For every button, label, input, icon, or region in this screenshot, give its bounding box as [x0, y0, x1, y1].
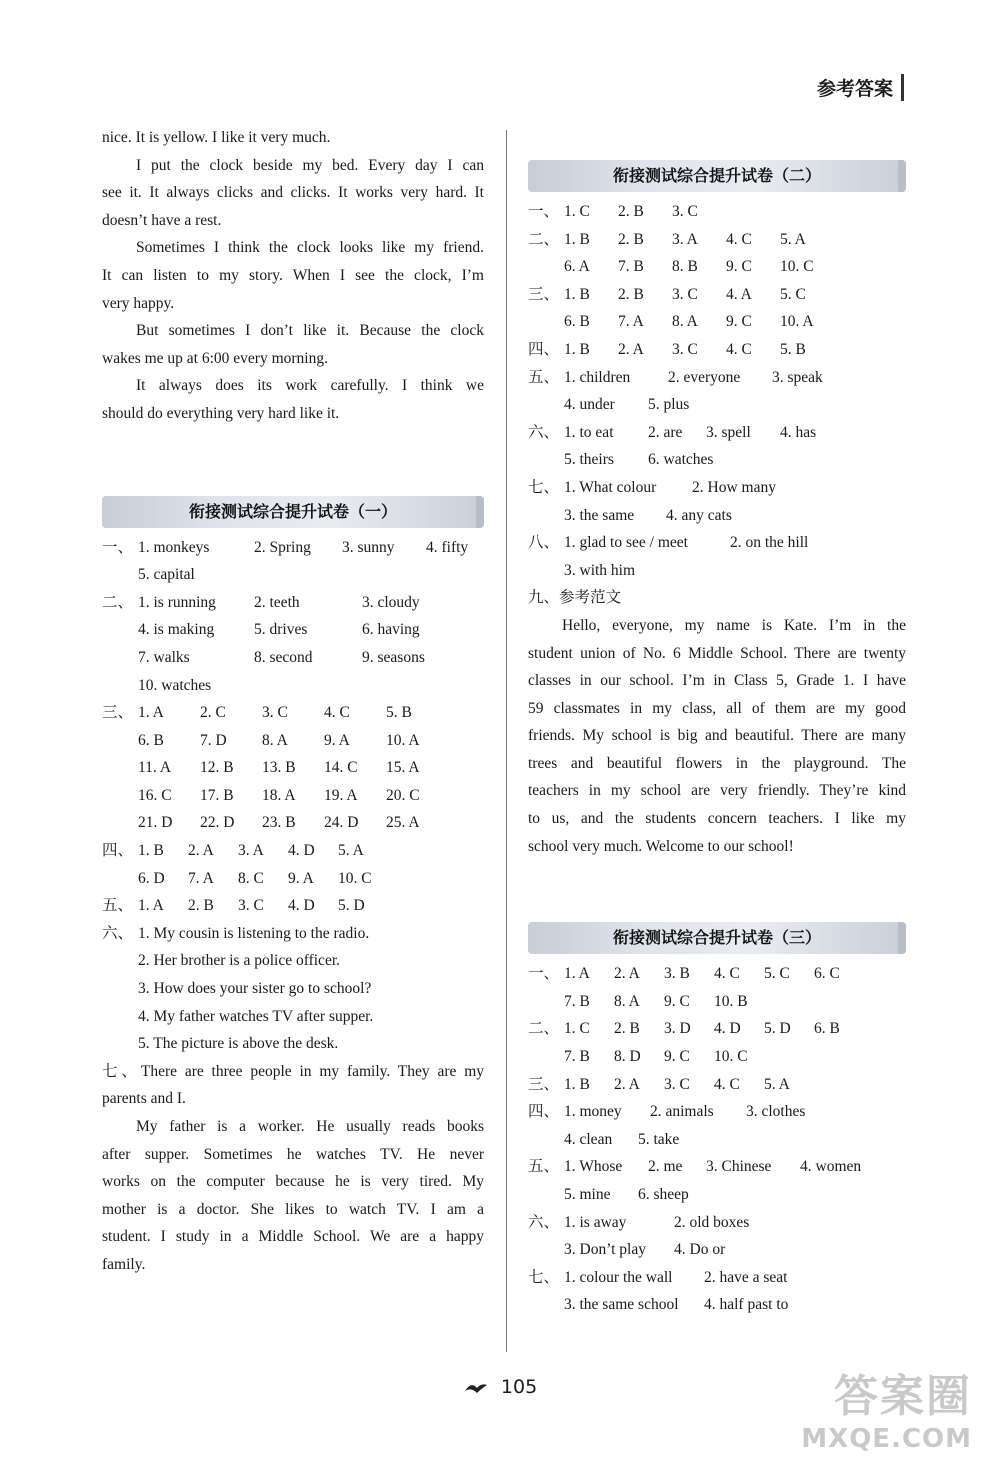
- answer-item: 19. A: [324, 786, 358, 804]
- answer-item: 14. C: [324, 759, 358, 777]
- answer-row: [528, 1209, 906, 1237]
- answer-row-label: [102, 1003, 138, 1031]
- answer-row: [102, 782, 484, 810]
- composition-line: student. I study in a Middle School. We are a happy: [102, 1228, 484, 1246]
- answer-item: 3. How does your sister go to school?: [138, 980, 372, 998]
- model-essay-line: Hello, everyone, my name is Kate. I’m in the: [562, 616, 906, 634]
- answer-item: 1. A: [138, 897, 164, 915]
- answer-item: 17. B: [200, 786, 234, 804]
- answer-row-label: 六、: [102, 924, 134, 942]
- answer-item: 3. C: [672, 203, 698, 220]
- answer-item: 5. The picture is above the desk.: [138, 1035, 339, 1053]
- answer-item: 20. C: [386, 786, 420, 804]
- answer-row: [528, 1126, 906, 1154]
- answer-item: 2. me: [648, 1158, 683, 1176]
- answer-item: 1. A: [138, 704, 164, 722]
- answer-item: 8. C: [238, 869, 264, 887]
- composition-line: after supper. Sometimes he watches TV. He never: [102, 1145, 484, 1163]
- answer-row: [102, 1030, 484, 1058]
- answer-item: 7. A: [618, 313, 644, 331]
- essay-line: It always does its work carefully. I think we: [136, 377, 484, 395]
- answer-item: 2. B: [618, 203, 644, 220]
- answer-item: 2. A: [614, 965, 640, 983]
- answer-item: 4. any cats: [666, 506, 732, 524]
- answer-row: [102, 534, 484, 562]
- answer-row-label: 三、: [528, 285, 560, 303]
- answer-row: [102, 837, 484, 865]
- answer-row-label: [528, 446, 564, 474]
- answer-item: 2. are: [648, 423, 683, 441]
- composition-line: mother is a doctor. She likes to watch TV. I am a: [102, 1200, 484, 1218]
- answer-item: 1. is running: [138, 593, 216, 611]
- answer-item: 2. B: [618, 230, 644, 248]
- answer-row: [102, 699, 484, 727]
- answer-item: 2. B: [614, 1020, 640, 1038]
- essay-line: I put the clock beside my bed. Every day I can: [136, 156, 484, 174]
- answer-row: [528, 1236, 906, 1264]
- answer-row: [528, 281, 906, 309]
- answer-row-label: 二、: [528, 230, 560, 248]
- answer-row-label: 三、: [528, 1075, 560, 1093]
- answer-row-label: [528, 391, 564, 419]
- answer-item: 3. cloudy: [362, 593, 420, 611]
- answer-row: [102, 754, 484, 782]
- answer-row: [102, 561, 484, 589]
- essay-line: Sometimes I think the clock looks like my friend.: [136, 239, 484, 257]
- answer-item: 2. A: [618, 340, 644, 358]
- answer-item: 6. B: [564, 313, 590, 331]
- answer-item: 3. A: [238, 842, 264, 860]
- answer-item: 5. A: [338, 842, 364, 860]
- answer-item: 2. everyone: [668, 368, 741, 386]
- answer-item: 1. Whose: [564, 1158, 623, 1176]
- answer-item: 2. have a seat: [704, 1268, 788, 1286]
- section-3-banner: 衔接测试综合提升试卷（三）: [528, 922, 906, 954]
- model-essay-line: student union of No. 6 Middle School. There are twenty: [528, 644, 906, 662]
- answer-item: 2. on the hill: [730, 534, 809, 552]
- answer-row: [528, 446, 906, 474]
- watermark-line2: MXQE.COM: [801, 1424, 972, 1454]
- answer-item: 1. B: [138, 842, 164, 860]
- composition-line: My father is a worker. He usually reads books: [136, 1118, 484, 1135]
- answer-item: 4. D: [288, 842, 315, 860]
- answer-item: 3. A: [672, 230, 698, 248]
- answer-item: 6. having: [362, 621, 420, 639]
- answer-item: 3. C: [672, 340, 698, 358]
- answer-item: 9. C: [664, 1048, 690, 1066]
- answer-row-label: [102, 975, 138, 1003]
- answer-item: 1. What colour: [564, 478, 657, 496]
- essay-line: see it. It always clicks and clicks. It works very hard. It: [102, 184, 484, 202]
- answer-item: 16. C: [138, 786, 172, 804]
- section-1-answers: [102, 534, 484, 1058]
- answer-row-label: [102, 561, 138, 589]
- answer-row-label: 七、: [528, 1268, 560, 1286]
- answer-row: [528, 557, 906, 585]
- answer-item: 10. A: [780, 313, 814, 331]
- answer-item: 5. B: [386, 704, 412, 722]
- answer-item: 1. to eat: [564, 423, 614, 441]
- model-essay-line: to us, and the students concern teachers. I like my: [528, 810, 906, 828]
- answer-item: 2. B: [188, 897, 214, 915]
- answer-row-label: 一、: [528, 965, 560, 983]
- answer-row: [102, 644, 484, 672]
- essay-line: It can listen to my story. When I see the clock, I’m: [102, 266, 484, 284]
- left-column: [102, 124, 484, 1279]
- answer-item: 1. A: [564, 965, 590, 983]
- answer-row-label: 一、: [528, 203, 560, 220]
- answer-item: 1. monkeys: [138, 538, 210, 556]
- answer-item: 5. plus: [648, 396, 690, 414]
- composition-line: parents and I.: [102, 1090, 186, 1108]
- essay-line: should do everything very hard like it.: [102, 404, 340, 422]
- answer-item: 6. C: [814, 965, 840, 983]
- answer-item: 7. walks: [138, 648, 190, 666]
- answer-item: 6. B: [814, 1020, 840, 1038]
- answer-item: 13. B: [262, 759, 296, 777]
- answer-row-label: [102, 616, 138, 644]
- section-2-banner: 衔接测试综合提升试卷（二）: [528, 160, 906, 192]
- answer-item: 3. the same school: [564, 1296, 679, 1314]
- answer-item: 5. D: [764, 1020, 791, 1038]
- answer-item: 2. teeth: [254, 593, 300, 611]
- answer-row: [528, 364, 906, 392]
- composition-line: family.: [102, 1255, 146, 1273]
- answer-item: 10. C: [338, 869, 372, 887]
- answer-row-label: [102, 947, 138, 975]
- answer-row-label: 五、: [102, 897, 134, 915]
- answer-item: 1. B: [564, 285, 590, 303]
- answer-row: [102, 892, 484, 920]
- essay-line: But sometimes I don’t like it. Because the clock: [136, 322, 484, 340]
- answer-row: [528, 226, 906, 254]
- model-essay-line: trees and beautiful flowers in the playground. The: [528, 754, 906, 772]
- answer-item: 6. D: [138, 869, 165, 887]
- essay-line: doesn’t have a rest.: [102, 211, 222, 229]
- answer-row-label: 三、: [102, 704, 134, 722]
- answer-item: 5. drives: [254, 621, 308, 639]
- answer-item: 9. seasons: [362, 648, 425, 666]
- answer-row: [528, 308, 906, 336]
- answer-row-label: 六、: [528, 1213, 560, 1231]
- answer-item: 3. clothes: [746, 1103, 806, 1121]
- answer-row: [528, 336, 906, 364]
- answer-item: 7. A: [188, 869, 214, 887]
- answer-row: [102, 975, 484, 1003]
- left-essay: [102, 124, 484, 428]
- answer-item: 3. Don’t play: [564, 1241, 646, 1259]
- answer-item: 6. sheep: [638, 1186, 689, 1203]
- answer-item: 4. C: [324, 704, 350, 722]
- answer-row-label: 二、: [528, 1020, 560, 1038]
- answer-row-label: [102, 782, 138, 810]
- answer-item: 4. has: [780, 423, 817, 441]
- answer-row-label: [528, 988, 564, 1016]
- answer-item: 1. B: [564, 340, 590, 358]
- column-divider: [506, 130, 507, 1352]
- answer-item: 2. A: [188, 842, 214, 860]
- essay-line: nice. It is yellow. I like it very much.: [102, 129, 331, 146]
- answer-item: 9. A: [324, 731, 350, 749]
- answer-item: 5. theirs: [564, 451, 614, 469]
- section-3-answers: [528, 960, 906, 1319]
- answer-item: 23. B: [262, 814, 296, 832]
- answer-item: 7. B: [564, 1048, 590, 1066]
- answer-row-label: [528, 502, 564, 530]
- answer-item: 21. D: [138, 814, 173, 832]
- answer-item: 3. spell: [706, 423, 751, 441]
- answer-item: 7. D: [200, 731, 227, 749]
- answer-row-label: [528, 1291, 564, 1319]
- publisher-logo-icon: [463, 1379, 489, 1397]
- answer-item: 3. the same: [564, 506, 635, 524]
- answer-row-label: 六、: [528, 423, 560, 441]
- answer-row: [528, 1291, 906, 1319]
- answer-row-label: 二、: [102, 593, 134, 611]
- answer-row-label: [102, 644, 138, 672]
- answer-item: 8. A: [262, 731, 288, 749]
- answer-item: 1. children: [564, 368, 631, 386]
- answer-row: [528, 529, 906, 557]
- answer-item: 8. A: [614, 992, 640, 1010]
- answer-row-label: [102, 865, 138, 893]
- answer-row: [102, 727, 484, 755]
- answer-item: 4. C: [726, 230, 752, 248]
- answer-item: 4. fifty: [426, 538, 469, 556]
- answer-row-label: [102, 672, 138, 700]
- answer-item: 3. speak: [772, 368, 823, 386]
- answer-item: 4. clean: [564, 1130, 613, 1148]
- answer-item: 8. second: [254, 648, 313, 666]
- answer-item: 4. C: [726, 340, 752, 358]
- answer-row: [528, 474, 906, 502]
- answer-row: [528, 1015, 906, 1043]
- answer-item: 10. A: [386, 731, 420, 749]
- answer-item: 5. C: [780, 285, 806, 303]
- section-2-answers: [528, 198, 906, 584]
- answer-item: 5. mine: [564, 1186, 611, 1203]
- model-essay-line: 59 classmates in my class, all of them are my good: [528, 699, 906, 717]
- answer-row: [528, 502, 906, 530]
- answer-row-label: [102, 727, 138, 755]
- answer-item: 3. C: [238, 897, 264, 915]
- page-header-title: 参考答案: [817, 74, 904, 101]
- answer-item: 5. take: [638, 1130, 680, 1148]
- page-number: 105: [500, 1376, 538, 1398]
- answer-row: [102, 947, 484, 975]
- answer-item: 12. B: [200, 759, 234, 777]
- answer-item: 18. A: [262, 786, 296, 804]
- answer-item: 1. money: [564, 1103, 622, 1121]
- model-essay-line: school very much. Welcome to our school!: [528, 837, 794, 855]
- answer-row-label: 八、: [528, 534, 560, 552]
- answer-item: 6. A: [564, 258, 590, 276]
- answer-item: 7. B: [564, 992, 590, 1010]
- answer-item: 3. with him: [564, 561, 636, 579]
- answer-item: 25. A: [386, 814, 420, 832]
- section-2-nine-label: 九、参考范文: [528, 589, 622, 607]
- answer-row-label: 四、: [528, 340, 560, 358]
- essay-line: very happy.: [102, 294, 175, 312]
- answer-row-label: 四、: [102, 842, 134, 860]
- answer-row-label: [528, 1043, 564, 1071]
- answer-item: 6. B: [138, 731, 164, 749]
- answer-item: 1. glad to see / meet: [564, 534, 688, 552]
- answer-item: 4. under: [564, 396, 615, 414]
- answer-item: 5. B: [780, 340, 806, 358]
- answer-item: 1. B: [564, 230, 590, 248]
- answer-item: 10. C: [714, 1048, 748, 1066]
- answer-row: [528, 1043, 906, 1071]
- answer-item: 1. B: [564, 1075, 590, 1093]
- watermark-line1: 答案圈: [834, 1371, 972, 1422]
- answer-row: [528, 1181, 906, 1209]
- answer-item: 7. B: [618, 258, 644, 276]
- answer-item: 1. C: [564, 203, 590, 220]
- answer-item: 5. capital: [138, 566, 195, 584]
- answer-item: 22. D: [200, 814, 235, 832]
- answer-item: 8. B: [672, 258, 698, 276]
- section-1-banner: 衔接测试综合提升试卷（一）: [102, 496, 484, 528]
- answer-item: 9. C: [726, 258, 752, 276]
- answer-item: 2. C: [200, 704, 226, 722]
- answer-item: 5. C: [764, 965, 790, 983]
- answer-row-label: [528, 557, 564, 585]
- answer-item: 3. B: [664, 965, 690, 983]
- answer-row-label: 五、: [528, 368, 560, 386]
- answer-item: 9. C: [664, 992, 690, 1010]
- answer-item: 9. C: [726, 313, 752, 331]
- answer-row-label: [528, 1126, 564, 1154]
- answer-row: [528, 419, 906, 447]
- essay-line: wakes me up at 6:00 every morning.: [102, 349, 328, 367]
- answer-item: 4. women: [800, 1158, 862, 1176]
- answer-item: 24. D: [324, 814, 359, 832]
- answer-row-label: [528, 1236, 564, 1264]
- answer-item: 4. Do or: [674, 1241, 726, 1259]
- answer-row: [102, 672, 484, 700]
- answer-item: 5. A: [764, 1075, 790, 1093]
- answer-item: 1. is away: [564, 1213, 627, 1231]
- answer-item: 2. Spring: [254, 538, 311, 556]
- answer-item: 2. animals: [650, 1103, 714, 1121]
- model-essay-line: friends. My school is big and beautiful. There are many: [528, 727, 906, 745]
- answer-row-label: 七、: [528, 478, 560, 496]
- answer-row: [528, 960, 906, 988]
- answer-item: 2. old boxes: [674, 1213, 750, 1231]
- answer-item: 3. Chinese: [706, 1158, 772, 1176]
- answer-item: 4. C: [714, 1075, 740, 1093]
- answer-item: 8. A: [672, 313, 698, 331]
- answer-item: 1. My cousin is listening to the radio.: [138, 924, 370, 942]
- answer-item: 3. D: [664, 1020, 691, 1038]
- answer-row: [102, 920, 484, 948]
- answer-row-label: [102, 809, 138, 837]
- answer-item: 2. How many: [692, 478, 776, 496]
- answer-item: 2. B: [618, 285, 644, 303]
- answer-row: [102, 1003, 484, 1031]
- answer-item: 4. C: [714, 965, 740, 983]
- answer-row-label: [528, 253, 564, 281]
- watermark: [801, 1360, 972, 1454]
- answer-row: [102, 809, 484, 837]
- answer-row: [102, 589, 484, 617]
- answer-row: [102, 616, 484, 644]
- answer-row-label: [528, 1181, 564, 1209]
- answer-row: [528, 198, 906, 226]
- answer-item: 1. C: [564, 1020, 590, 1038]
- answer-item: 8. D: [614, 1048, 641, 1066]
- composition-line: works on the computer because he is very tired. My: [102, 1173, 484, 1191]
- answer-row: [528, 391, 906, 419]
- answer-item: 10. B: [714, 992, 748, 1010]
- answer-item: 4. D: [288, 897, 315, 915]
- answer-row: [528, 1071, 906, 1099]
- answer-row-label: 一、: [102, 538, 134, 556]
- answer-item: 3. sunny: [342, 538, 395, 556]
- answer-item: 4. half past to: [704, 1296, 789, 1314]
- answer-item: 2. Her brother is a police officer.: [138, 952, 340, 970]
- answer-item: 4. A: [726, 285, 752, 303]
- composition-line: 七、There are three people in my family. They are my: [102, 1062, 484, 1080]
- section-2-model-essay: [528, 612, 906, 860]
- answer-item: 3. C: [262, 704, 288, 722]
- answer-row-label: 四、: [528, 1103, 560, 1121]
- answer-row: [528, 988, 906, 1016]
- answer-item: 3. C: [672, 285, 698, 303]
- right-column: [528, 152, 906, 1319]
- model-essay-line: classes in our school. I’m in Class 5, Grade 1. I have: [528, 672, 906, 690]
- answer-item: 6. watches: [648, 451, 714, 469]
- answer-row: [528, 1098, 906, 1126]
- answer-item: 10. watches: [138, 676, 212, 694]
- answer-item: 4. D: [714, 1020, 741, 1038]
- answer-item: 5. D: [338, 897, 365, 915]
- answer-row: [528, 1153, 906, 1181]
- answer-item: 11. A: [138, 759, 172, 777]
- answer-item: 10. C: [780, 258, 814, 276]
- answer-row-label: 五、: [528, 1158, 560, 1176]
- answer-item: 4. My father watches TV after supper.: [138, 1007, 374, 1025]
- answer-row-label: [528, 308, 564, 336]
- answer-item: 9. A: [288, 869, 314, 887]
- answer-row: [528, 1264, 906, 1292]
- answer-row: [528, 253, 906, 281]
- answer-item: 3. C: [664, 1075, 690, 1093]
- answer-item: 15. A: [386, 759, 420, 777]
- answer-row-label: [102, 1030, 138, 1058]
- section-1-composition: [102, 1058, 484, 1279]
- answer-row: [102, 865, 484, 893]
- answer-item: 1. colour the wall: [564, 1268, 673, 1286]
- answer-item: 4. is making: [138, 621, 215, 639]
- answer-item: 5. A: [780, 230, 806, 248]
- model-essay-line: teachers in my school are very friendly. They’re kind: [528, 782, 906, 800]
- answer-item: 2. A: [614, 1075, 640, 1093]
- answer-row-label: [102, 754, 138, 782]
